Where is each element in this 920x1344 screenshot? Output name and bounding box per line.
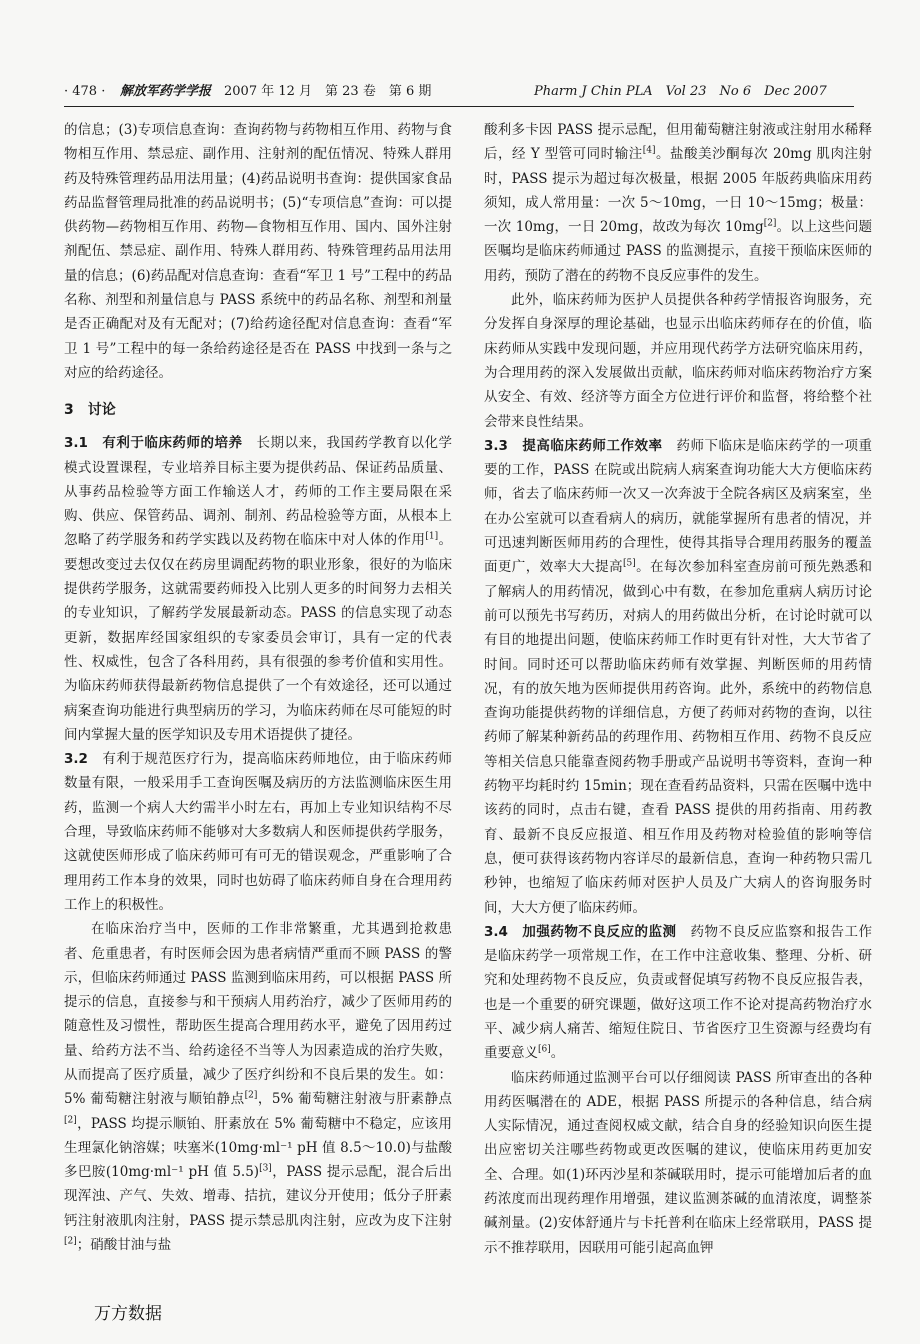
page-number: · 478 · [64, 84, 106, 99]
issue-info-en: Pharm J Chin PLA Vol 23 No 6 Dec 2007 [534, 84, 827, 99]
text: 。 [550, 1045, 565, 1062]
text: 长期以来，我国药学教育以化学模式设置课程，专业培养目标主要为提供药品、保证药品质量、从事药品检验等方面工作输送人才，药师的工作主要局限在采购、供应、保管药品、调剂、制剂、药品检验等方面，从根本上忽略了药学服务和药学实践以及药物在临床中对人体的作用 [64, 435, 452, 549]
paragraph-3-2 [64, 747, 452, 917]
citation: [5] [622, 558, 636, 569]
paragraph-3-3 [484, 434, 872, 920]
header-rule [64, 106, 854, 107]
watermark: 万方数据 [94, 1304, 162, 1324]
journal-title-cn: 解放军药学学报 [120, 84, 212, 99]
citation: [1] [425, 531, 439, 542]
issue-info-cn: 2007 年 12 月 第 23 卷 第 6 期 [224, 84, 432, 99]
text: ，PASS 均提示顺铂、肝素放在 5% 葡萄糖中不稳定，应该用生理氯化钠溶媒；呋塞米(10mg·ml⁻¹ pH 值 8.5～10.0)与盐酸多巴胺(10mg·ml⁻¹ pH 值 5.5) [64, 1115, 452, 1181]
text: ，PASS 提示忌配，混合后出现浑浊、产气、失效、增毒、拮抗，建议分开使用；低分子肝素钙注射液肌肉注射，PASS 提示禁忌肌肉注射，应改为皮下注射 [64, 1164, 452, 1229]
text: 在临床治疗当中，医师的工作非常繁重，尤其遇到抢救患者、危重患者，有时医师会因为患者病情严重而不顾 PASS 的警示，但临床药师通过 PASS 监测到临床用药，可以根据 PASS 所提示的信息，直接参与和干预病人用药治疗，减少了医师用药的随意性及习惯性，帮助医生提高合理用药水平，避免了因用药过量、给药方法不当、给药途径不当等人为因素造成的治疗失败，从而提高了医疗质量，减少了医疗纠纷和不良后果的发生。如：5% 葡萄糖注射液与顺铂静点 [64, 921, 452, 1108]
paragraph-clinical-treatment [64, 917, 452, 1257]
text: 。以上这些问题医嘱均是临床药师通过 PASS 的监测提示，直接干预临床医师的用药，预防了潜在的药物不良反应事件的发生。 [484, 219, 873, 284]
citation: [2] [64, 1236, 77, 1247]
left-column [64, 118, 452, 1257]
text: 药物不良反应监察和报告工作是临床药学一项常规工作，在工作中注意收集、整理、分析、研究和处理药物不良反应，负责或督促填写药物不良反应报告表，也是一个重要的研究课题，做好这项工作不论对提高药物治疗水平、减少病人痛苦、缩短住院日、节省医疗卫生资源与经费均有重要意义 [484, 923, 873, 1062]
right-column [484, 118, 872, 1260]
text: 。要想改变过去仅仅在药房里调配药物的职业形象，很好的为临床提供药学服务，这就需要药师投入比别人更多的时间努力去相关的专业知识，了解药学发展最新动态。PASS 的信息实现了动态更新，数据库经国家组织的专家委员会审订，具有一定的代表性、权威性，包含了各科用药，具有很强的参考价值和实用性。为临床药师获得最新药物信息提供了一个有效途径，还可以通过病案查询功能进行典型病历的学习，为临床药师在尽可能短的时间内掌握大量的医学知识及专用术语提供了捷径。 [64, 532, 453, 743]
citation: [6] [538, 1044, 551, 1055]
subsection-title-3-2: 3.2 [64, 751, 88, 768]
text: 。盐酸美沙酮每次 20mg 肌肉注射时，PASS 提示为超过每次极量，根据 2005 年版药典临床用药须知，成人常用量：一次 5～10mg，一日 10～15mg；极量：一次 10mg，一日 20mg，故改为每次 10mg [484, 146, 872, 236]
text: 有利于规范医疗行为，提高临床药师地位，由于临床药师数量有限，一般采用手工查询医嘱及病历的方法监测临床医生用药，监测一个病人大约需半小时左右，再加上专业知识结构不尽合理，导致临床药师不能够对大多数病人和医师提供药学服务，这就使医师形成了临床药师可有可无的错误观念，严重影响了合理用药工作本身的效果，同时也妨碍了临床药师自身在合理用药工作上的积极性。 [64, 751, 452, 913]
text: 药师下临床是临床药学的一项重要的工作，PASS 在院或出院病人病案查询功能大大方便临床药师，省去了临床药师一次又一次奔波于全院各病区及病案室，坐在办公室就可以查看病人的病历，就能掌握所有患者的情况，并可迅速判断医师用药的合理性，使得其指导合理用药服务的覆盖面更广，效率大大提高 [484, 437, 872, 576]
text: 酸利多卡因 PASS 提示忌配，但用葡萄糖注射液或注射用水稀释后，经 Y 型管可同时输注 [484, 122, 872, 163]
running-header [64, 80, 854, 104]
paragraph-3-4 [484, 920, 872, 1066]
subsection-title-3-3: 3.3 提高临床药师工作效率 [484, 437, 663, 454]
paragraph-monitoring-platform: 临床药师通过监测平台可以仔细阅读 PASS 所审查出的各种用药医嘱潜在的 ADE，根据 PASS 所提示的各种信息，结合病人实际情况，通过查阅权威文献，结合自身的经验知识向医生提出应密切关注哪些药物或更改医嘱的建议，使临床用药更加安全、合理。如(1)环丙沙星和茶碱联用时，提示可能增加后者的血药浓度而出现药理作用增强，建议监测茶碱的血清浓度，调整茶碱剂量。(2)安体舒通片与卡托普利在临床上经常联用，PASS 提示不推荐联用，因联用可能引起高血钾 [484, 1069, 872, 1256]
subsection-title-3-4: 3.4 加强药物不良反应的监测 [484, 923, 677, 940]
section-heading-discussion: 3 讨论 [64, 402, 116, 419]
citation: [3] [259, 1163, 272, 1174]
citation: [2] [244, 1090, 258, 1101]
citation: [2] [64, 1115, 77, 1126]
subsection-title-3-1: 3.1 有利于临床药师的培养 [64, 435, 243, 452]
text: ，5% 葡萄糖注射液与肝素静点 [257, 1091, 452, 1108]
text: 。在每次参加科室查房前可预先熟悉和了解病人的用药情况，做到心中有数，在参加危重病人病历讨论前可以预先书写药历，对病人的用药做出分析，在讨论时就可以有目的地提出问题，使临床药师工作时更有针对性，大大节省了时间。同时还可以帮助临床药师有效掌握、判断医师的用药情况，有的放矢地为医师提供用药咨询。此外，系统中的药物信息查询功能提供药物的详细信息，方便了药师对药物的查询，以往药师了解某种新药品的药理作用、药物相互作用、药物不良反应等相关信息只能靠查阅药物手册或产品说明书等资料，查询一种药物平均耗时约 15min；现在查看药品资料，只需在医嘱中选中该药的同时，点击右键，查看 PASS 提供的用药指南、用药教育、最新不良反应报道、相互作用及药物对检验值的影响等信息，便可获得该药物内容详尽的最新信息，查询一种药物只需几秒钟，也缩短了临床药师对医护人员及广大病人的咨询服务时间，大大方便了临床药师。 [484, 559, 873, 916]
citation: [4] [642, 145, 656, 156]
text: ；硝酸甘油与盐 [76, 1237, 172, 1254]
paragraph-query-features: 的信息；(3)专项信息查询：查询药物与药物相互作用、药物与食物相互作用、禁忌症、副作用、注射剂的配伍情况、特殊人群用药及特殊管理药品用法用量；(4)药品说明书查询：提供国家食品药品监督管理局批准的药品说明书；(5)“专项信息”查询：可以提供药物—药物相互作用、药物—食物相互作用、国内、国外注射剂配伍、禁忌症、副作用、特殊人群用药、特殊管理药品用法用量的信息；(6)药品配对信息查询：查看“军卫 1 号”工程中的药品名称、剂型和剂量信息与 PASS 系统中的药品名称、剂型和剂量是否正确配对及有无配对；(7)给药途径配对信息查询：查看“军卫 1 号”工程中的每一条给药途径是否在 PASS 中找到一条与之对应的给药途径。 [64, 122, 452, 381]
paragraph-consulting: 此外，临床药师为医护人员提供各种药学情报咨询服务，充分发挥自身深厚的理论基础，也显示出临床药师存在的价值，临床药师从实践中发现问题，并应用现代药学方法研究临床用药，为合理用药的深入发展做出贡献，临床药师对临床药物治疗方案从安全、有效、经济等方面全方位进行评价和监督，将给整个社会带来良性结果。 [484, 292, 872, 430]
paragraph-3-1 [64, 431, 452, 747]
paragraph-continued [484, 118, 872, 288]
citation: [2] [763, 218, 777, 229]
